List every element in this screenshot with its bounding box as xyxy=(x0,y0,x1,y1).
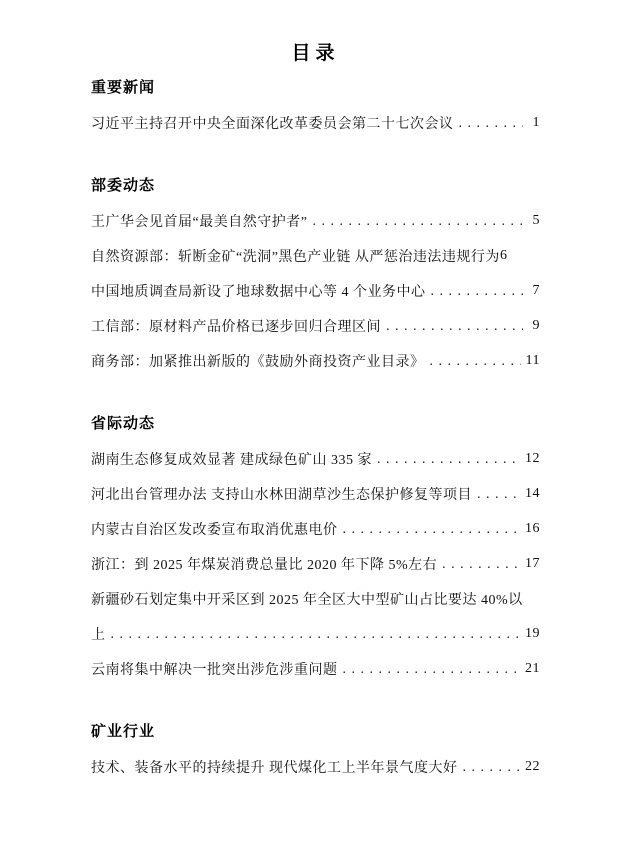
dot-leader xyxy=(377,452,520,468)
page-number: 12 xyxy=(525,450,540,466)
toc-entry xyxy=(91,273,540,308)
section-heading: 重要新闻 xyxy=(91,79,156,96)
toc-entry-title: 技术、装备水平的持续提升 现代煤化工上半年景气度大好 xyxy=(91,760,458,776)
toc-entry xyxy=(91,105,540,140)
toc-entry xyxy=(91,749,540,784)
page-number: 19 xyxy=(525,625,540,641)
toc-entry-title: 河北出台管理办法 支持山水林田湖草沙生态保护修复等项目 xyxy=(91,487,472,503)
toc-entry xyxy=(91,651,540,686)
page-number: 1 xyxy=(532,114,540,130)
toc-entry-title: 王广华会见首届“最美自然守护者” xyxy=(91,214,308,230)
toc-entry-title: 浙江：到 2025 年煤炭消费总量比 2020 年下降 5%左右 xyxy=(91,557,438,573)
dot-leader xyxy=(312,214,523,230)
toc-entry xyxy=(91,511,540,546)
toc-entry-title: 商务部：加紧推出新版的《鼓励外商投资产业目录》 xyxy=(91,354,425,370)
dot-leader xyxy=(386,319,523,335)
toc-entry xyxy=(91,441,540,476)
section-important-news xyxy=(91,80,540,140)
toc-entry-title: 自然资源部：斩断金矿“洗洞”黑色产业链 从严惩治违法违规行为 xyxy=(91,249,500,265)
toc-entry-title: 新疆砂石划定集中开采区到 2025 年全区大中型矿山占比要达 40%以 xyxy=(91,592,523,608)
toc-entry xyxy=(91,581,540,616)
page-number: 16 xyxy=(525,520,540,536)
page-number: 9 xyxy=(532,317,540,333)
page-number: 17 xyxy=(525,555,540,571)
toc-entry-continuation xyxy=(91,616,540,651)
toc-entry xyxy=(91,343,540,378)
page-number: 22 xyxy=(525,758,540,774)
toc-entry xyxy=(91,308,540,343)
page-number: 7 xyxy=(532,282,540,298)
toc-entry-title: 上 xyxy=(91,627,106,643)
dot-leader xyxy=(343,522,521,538)
toc-entry xyxy=(91,476,540,511)
page-title: 目录 xyxy=(291,43,340,64)
dot-leader xyxy=(442,557,520,573)
page-number: 5 xyxy=(532,212,540,228)
section-ministry-updates xyxy=(91,178,540,378)
section-heading: 部委动态 xyxy=(91,177,156,194)
dot-leader xyxy=(430,354,521,370)
page-number: 11 xyxy=(525,352,540,368)
toc-entry-title: 内蒙古自治区发改委宣布取消优惠电价 xyxy=(91,522,338,538)
dot-leader xyxy=(459,116,524,132)
page-number: 14 xyxy=(525,485,540,501)
toc-entry-title: 习近平主持召开中央全面深化改革委员会第二十七次会议 xyxy=(91,116,454,132)
section-heading: 矿业行业 xyxy=(91,723,156,740)
toc-entry-title: 工信部：原材料产品价格已逐步回归合理区间 xyxy=(91,319,381,335)
dot-leader xyxy=(463,760,521,776)
section-mining-industry xyxy=(91,724,540,784)
toc-entry xyxy=(91,238,540,273)
section-heading: 省际动态 xyxy=(91,415,156,432)
dot-leader xyxy=(431,284,524,300)
toc-entry-title: 湖南生态修复成效显著 建成绿色矿山 335 家 xyxy=(91,452,372,468)
dot-leader xyxy=(111,627,521,643)
toc-entry xyxy=(91,203,540,238)
toc-entry-title: 云南将集中解决一批突出涉危涉重问题 xyxy=(91,662,338,678)
toc-entry xyxy=(91,546,540,581)
section-provincial-updates xyxy=(91,416,540,686)
dot-leader xyxy=(343,662,521,678)
dot-leader xyxy=(477,487,520,503)
page-number: 21 xyxy=(525,660,540,676)
page-number: 6 xyxy=(499,247,508,263)
toc-entry-title: 中国地质调查局新设了地球数据中心等 4 个业务中心 xyxy=(91,284,426,300)
